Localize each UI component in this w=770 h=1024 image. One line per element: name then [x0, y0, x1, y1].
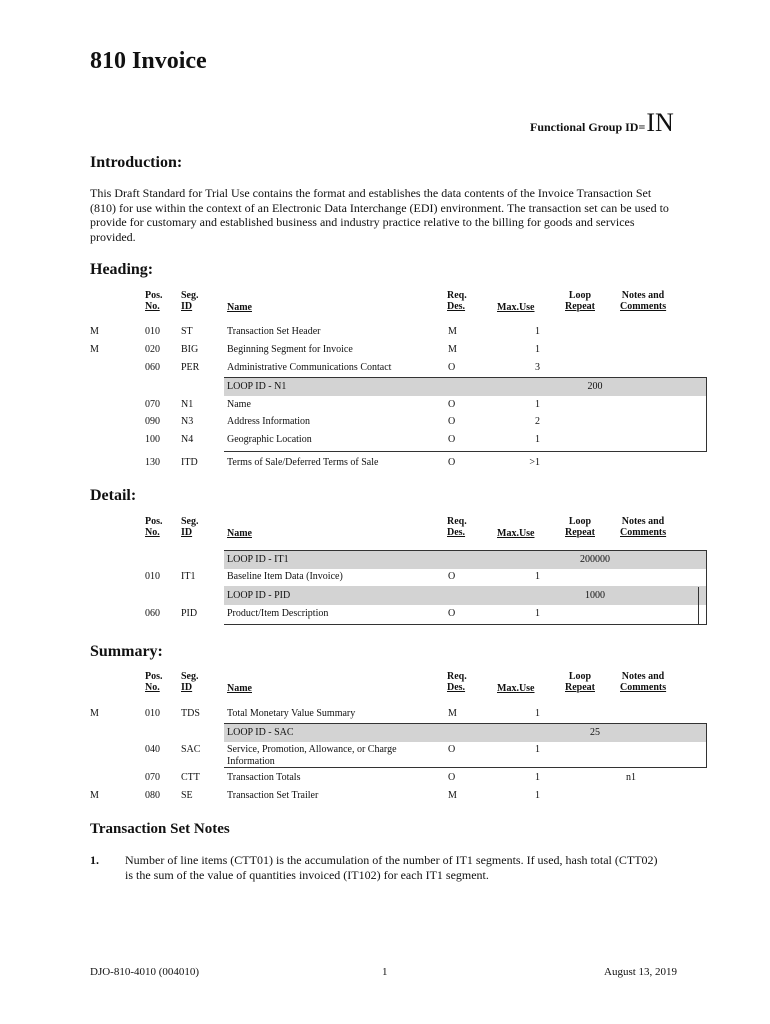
col-name-label: Name	[227, 528, 252, 539]
loop-id: LOOP ID - N1	[227, 381, 287, 392]
position-number: 010	[145, 571, 160, 582]
requirement-flag: M	[90, 790, 99, 801]
col-max-label: Max.Use	[497, 683, 535, 694]
segment-name: Product/Item Description	[227, 608, 329, 619]
max-use: 1	[535, 344, 540, 355]
loop-id: LOOP ID - PID	[227, 590, 291, 601]
loop-id: LOOP ID - IT1	[227, 554, 289, 565]
max-use: 1	[535, 744, 540, 755]
col-pos-sub: No.	[145, 301, 160, 312]
requirement-designator: O	[448, 362, 456, 373]
requirement-designator: M	[448, 326, 457, 337]
loop-bracket-line	[698, 587, 699, 625]
position-number: 130	[145, 457, 160, 468]
loop-bracket-line	[224, 767, 707, 768]
requirement-designator: O	[448, 744, 456, 755]
col-loop-label: Loop	[568, 290, 592, 301]
loop-bracket-line	[224, 723, 707, 724]
col-req-label: Req.	[447, 516, 467, 527]
col-pos-header	[145, 516, 163, 538]
segment-id: N4	[181, 434, 194, 445]
segment-id: PER	[181, 362, 200, 373]
requirement-designator: O	[448, 571, 456, 582]
segment-id: ST	[181, 326, 193, 337]
introduction-heading: Introduction:	[90, 154, 183, 171]
segment-name: Terms of Sale/Deferred Terms of Sale	[227, 457, 379, 468]
col-seg-sub: ID	[181, 682, 193, 693]
loop-bracket-line	[706, 550, 707, 625]
col-notes-header	[620, 671, 666, 693]
col-seg-header	[181, 516, 199, 538]
col-notes-header	[620, 516, 666, 538]
requirement-designator: O	[448, 608, 456, 619]
max-use: >1	[529, 457, 540, 468]
max-use: 1	[535, 772, 540, 783]
col-loop-sub: Repeat	[565, 301, 595, 312]
col-max-label: Max.Use	[497, 302, 535, 313]
loop-row-background	[224, 723, 707, 742]
loop-bracket-line	[224, 451, 707, 452]
position-number: 100	[145, 434, 160, 445]
summary-section-title: Summary:	[90, 643, 163, 660]
loop-bracket-line	[224, 550, 707, 551]
position-number: 080	[145, 790, 160, 801]
col-req-sub: Des.	[447, 527, 466, 538]
position-number: 010	[145, 708, 160, 719]
segment-name: Name	[227, 399, 251, 410]
detail-section-title: Detail:	[90, 487, 137, 504]
col-req-sub: Des.	[447, 301, 466, 312]
loop-row-background	[224, 550, 707, 569]
col-seg-label: Seg.	[181, 290, 199, 301]
segment-id: TDS	[181, 708, 200, 719]
col-pos-label: Pos.	[145, 516, 163, 527]
note-ref: n1	[626, 772, 636, 783]
col-req-header	[447, 516, 467, 538]
col-pos-header	[145, 671, 163, 693]
requirement-designator: M	[448, 790, 457, 801]
col-seg-header	[181, 671, 199, 693]
col-name-header	[227, 528, 252, 539]
col-loop-label: Loop	[568, 671, 592, 682]
requirement-designator: O	[448, 399, 456, 410]
segment-name: Administrative Communications Contact	[227, 362, 392, 373]
position-number: 060	[145, 608, 160, 619]
segment-name: Address Information	[227, 416, 311, 427]
segment-id: BIG	[181, 344, 199, 355]
segment-name: Service, Promotion, Allowance, or Charge	[227, 744, 397, 755]
position-number: 060	[145, 362, 160, 373]
col-req-label: Req.	[447, 290, 467, 301]
col-loop-sub: Repeat	[565, 682, 595, 693]
col-loop-header	[565, 671, 595, 693]
segment-name-cont: Information	[227, 756, 275, 767]
segment-id: N1	[181, 399, 194, 410]
functional-group-label: Functional Group ID=	[530, 120, 646, 134]
segment-name: Baseline Item Data (Invoice)	[227, 571, 343, 582]
segment-name: Beginning Segment for Invoice	[227, 344, 353, 355]
segment-id: PID	[181, 608, 198, 619]
col-loop-header	[565, 290, 595, 312]
col-max-header	[497, 683, 535, 694]
loop-row-background	[224, 586, 707, 605]
functional-group-id	[530, 108, 674, 138]
position-number: 090	[145, 416, 160, 427]
col-loop-sub: Repeat	[565, 527, 595, 538]
col-loop-header	[565, 516, 595, 538]
max-use: 1	[535, 434, 540, 445]
footer-document-id: DJO-810-4010 (004010)	[90, 966, 200, 978]
max-use: 1	[535, 571, 540, 582]
segment-id: IT1	[181, 571, 196, 582]
col-pos-header	[145, 290, 163, 312]
col-max-header	[497, 302, 535, 313]
max-use: 3	[535, 362, 540, 373]
col-name-header	[227, 683, 252, 694]
position-number: 010	[145, 326, 160, 337]
col-pos-sub: No.	[145, 527, 160, 538]
requirement-flag: M	[90, 326, 99, 337]
position-number: 040	[145, 744, 160, 755]
loop-id: LOOP ID - SAC	[227, 727, 294, 738]
requirement-flag: M	[90, 344, 99, 355]
col-notes-sub: Comments	[620, 301, 667, 312]
introduction-text: This Draft Standard for Trial Use contains the format and establishes the data contents of the Invoice Transaction Set (810) for use within the context of an Electronic Data Interchange (EDI) environment. The transaction set can be used to provide for customary and established business and industry practice relative to the billing for goods and services provided.	[90, 186, 669, 245]
col-seg-sub: ID	[181, 301, 193, 312]
heading-section-title: Heading:	[90, 261, 154, 278]
segment-id: SAC	[181, 744, 201, 755]
loop-repeat: 200	[587, 381, 603, 392]
functional-group-value: IN	[646, 108, 674, 137]
col-name-label: Name	[227, 683, 252, 694]
segment-id: N3	[181, 416, 194, 427]
col-loop-label: Loop	[568, 516, 592, 527]
segment-id: ITD	[181, 457, 198, 468]
loop-bracket-line	[224, 624, 707, 625]
requirement-designator: O	[448, 457, 456, 468]
segment-id: CTT	[181, 772, 200, 783]
loop-repeat: 25	[590, 727, 600, 738]
max-use: 1	[535, 608, 540, 619]
loop-bracket-line	[224, 377, 707, 378]
position-number: 070	[145, 399, 160, 410]
max-use: 1	[535, 399, 540, 410]
segment-name: Geographic Location	[227, 434, 312, 445]
requirement-designator: O	[448, 772, 456, 783]
requirement-designator: O	[448, 434, 456, 445]
col-notes-sub: Comments	[620, 527, 667, 538]
segment-name: Transaction Set Trailer	[227, 790, 319, 801]
col-notes-label: Notes and	[621, 516, 665, 527]
segment-id: SE	[181, 790, 193, 801]
page-title: 810 Invoice	[90, 48, 207, 74]
requirement-designator: M	[448, 708, 457, 719]
segment-name: Transaction Set Header	[227, 326, 321, 337]
requirement-designator: O	[448, 416, 456, 427]
requirement-designator: M	[448, 344, 457, 355]
note-text: Number of line items (CTT01) is the accumulation of the number of IT1 segments. If used, hash total (CTT02) is the sum of the value of quantities invoiced (IT102) for each IT1 segment.	[125, 853, 658, 882]
col-req-header	[447, 671, 467, 693]
position-number: 020	[145, 344, 160, 355]
col-pos-label: Pos.	[145, 290, 163, 301]
col-pos-sub: No.	[145, 682, 160, 693]
col-req-header	[447, 290, 467, 312]
footer-page-number: 1	[382, 966, 388, 978]
col-max-label: Max.Use	[497, 528, 535, 539]
note-number: 1.	[90, 853, 99, 867]
max-use: 2	[535, 416, 540, 427]
col-req-sub: Des.	[447, 682, 466, 693]
footer-date: August 13, 2019	[604, 966, 678, 978]
col-max-header	[497, 528, 535, 539]
col-notes-label: Notes and	[621, 290, 665, 301]
max-use: 1	[535, 326, 540, 337]
col-notes-header	[620, 290, 666, 312]
loop-bracket-line	[706, 723, 707, 768]
loop-row-background	[224, 377, 707, 396]
segment-name: Transaction Totals	[227, 772, 301, 783]
requirement-flag: M	[90, 708, 99, 719]
segment-name: Total Monetary Value Summary	[227, 708, 356, 719]
col-notes-sub: Comments	[620, 682, 667, 693]
col-seg-label: Seg.	[181, 516, 199, 527]
col-name-label: Name	[227, 302, 252, 313]
col-name-header	[227, 302, 252, 313]
loop-repeat: 200000	[580, 554, 610, 565]
loop-repeat: 1000	[585, 590, 605, 601]
col-seg-label: Seg.	[181, 671, 199, 682]
max-use: 1	[535, 790, 540, 801]
col-notes-label: Notes and	[621, 671, 665, 682]
col-seg-header	[181, 290, 199, 312]
max-use: 1	[535, 708, 540, 719]
transaction-set-notes-heading: Transaction Set Notes	[90, 821, 230, 837]
col-pos-label: Pos.	[145, 671, 163, 682]
position-number: 070	[145, 772, 160, 783]
col-seg-sub: ID	[181, 527, 193, 538]
loop-bracket-line	[706, 377, 707, 452]
col-req-label: Req.	[447, 671, 467, 682]
